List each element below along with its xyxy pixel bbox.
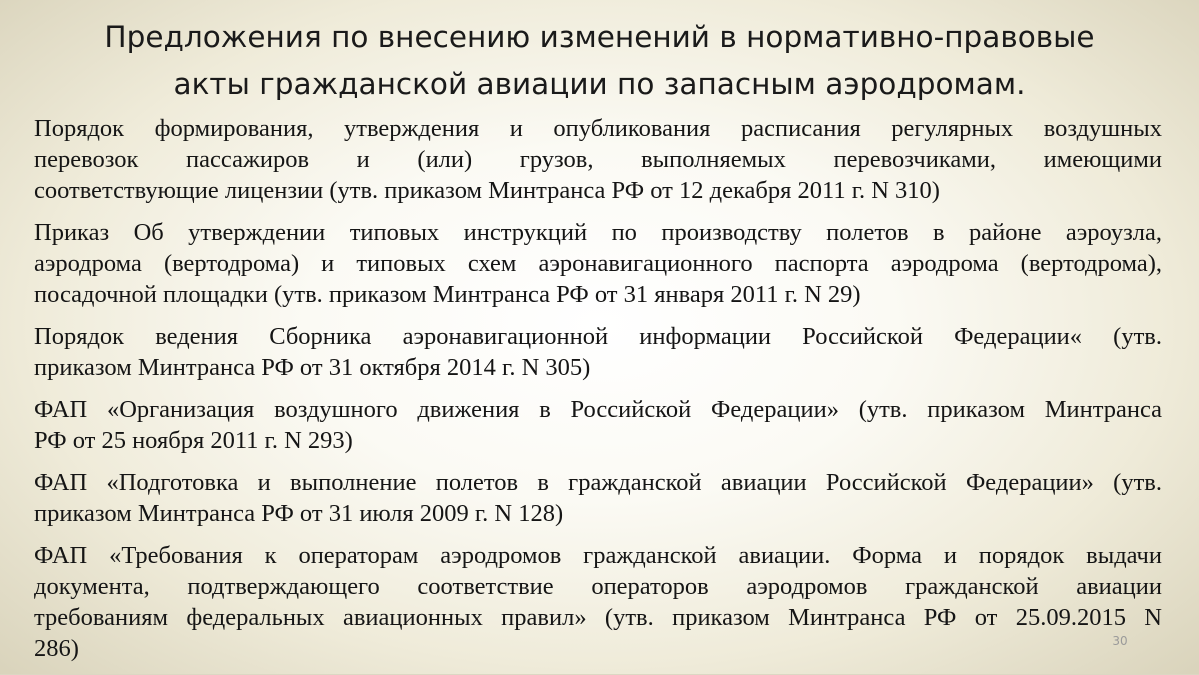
document-item [34,321,1162,383]
document-text-line: 286) [34,635,79,662]
document-text-line: аэродрома (вертодрома) и типовых схем аэронавигационного паспорта аэродрома (вертодрома), [34,250,1162,277]
document-text-line: перевозок пассажиров и (или) грузов, выполняемых перевозчиками, имеющими [34,146,1162,173]
slide-title-line: акты гражданской авиации по запасным аэродромам. [173,67,1026,101]
document-text-line: РФ от 25 ноября 2011 г. N 293) [34,427,353,454]
document-text-line: требованиям федеральных авиационных правил» (утв. приказом Минтранса РФ от 25.09.2015 N [34,604,1162,631]
document-text-line: ФАП «Подготовка и выполнение полетов в гражданской авиации Российской Федерации» (утв. [34,469,1162,496]
document-text-line: ФАП «Организация воздушного движения в Российской Федерации» (утв. приказом Минтранса [34,396,1162,423]
document-item [34,113,1162,206]
document-text-line: соответствующие лицензии (утв. приказом Минтранса РФ от 12 декабря 2011 г. N 310) [34,177,940,204]
document-item [34,217,1162,310]
document-item [34,540,1162,664]
document-item [34,467,1162,529]
document-text-line: Приказ Об утверждении типовых инструкций по производству полетов в районе аэроузла, [34,219,1162,246]
slide-title [60,14,1139,108]
document-item [34,394,1162,456]
document-text-line: Порядок формирования, утверждения и опубликования расписания регулярных воздушных [34,115,1162,142]
document-list [34,113,1162,675]
slide-title-line: Предложения по внесению изменений в нормативно-правовые [104,20,1095,54]
document-text-line: приказом Минтранса РФ от 31 октября 2014 г. N 305) [34,354,591,381]
document-text-line: посадочной площадки (утв. приказом Минтранса РФ от 31 января 2011 г. N 29) [34,281,861,308]
document-text-line: документа, подтверждающего соответствие операторов аэродромов гражданской авиации [34,573,1162,600]
page-number: 30 [1112,634,1128,648]
document-text-line: ФАП «Требования к операторам аэродромов гражданской авиации. Форма и порядок выдачи [34,542,1162,569]
document-text-line: приказом Минтранса РФ от 31 июля 2009 г. N 128) [34,500,564,527]
document-text-line: Порядок ведения Сборника аэронавигационной информации Российской Федерации« (утв. [34,323,1162,350]
